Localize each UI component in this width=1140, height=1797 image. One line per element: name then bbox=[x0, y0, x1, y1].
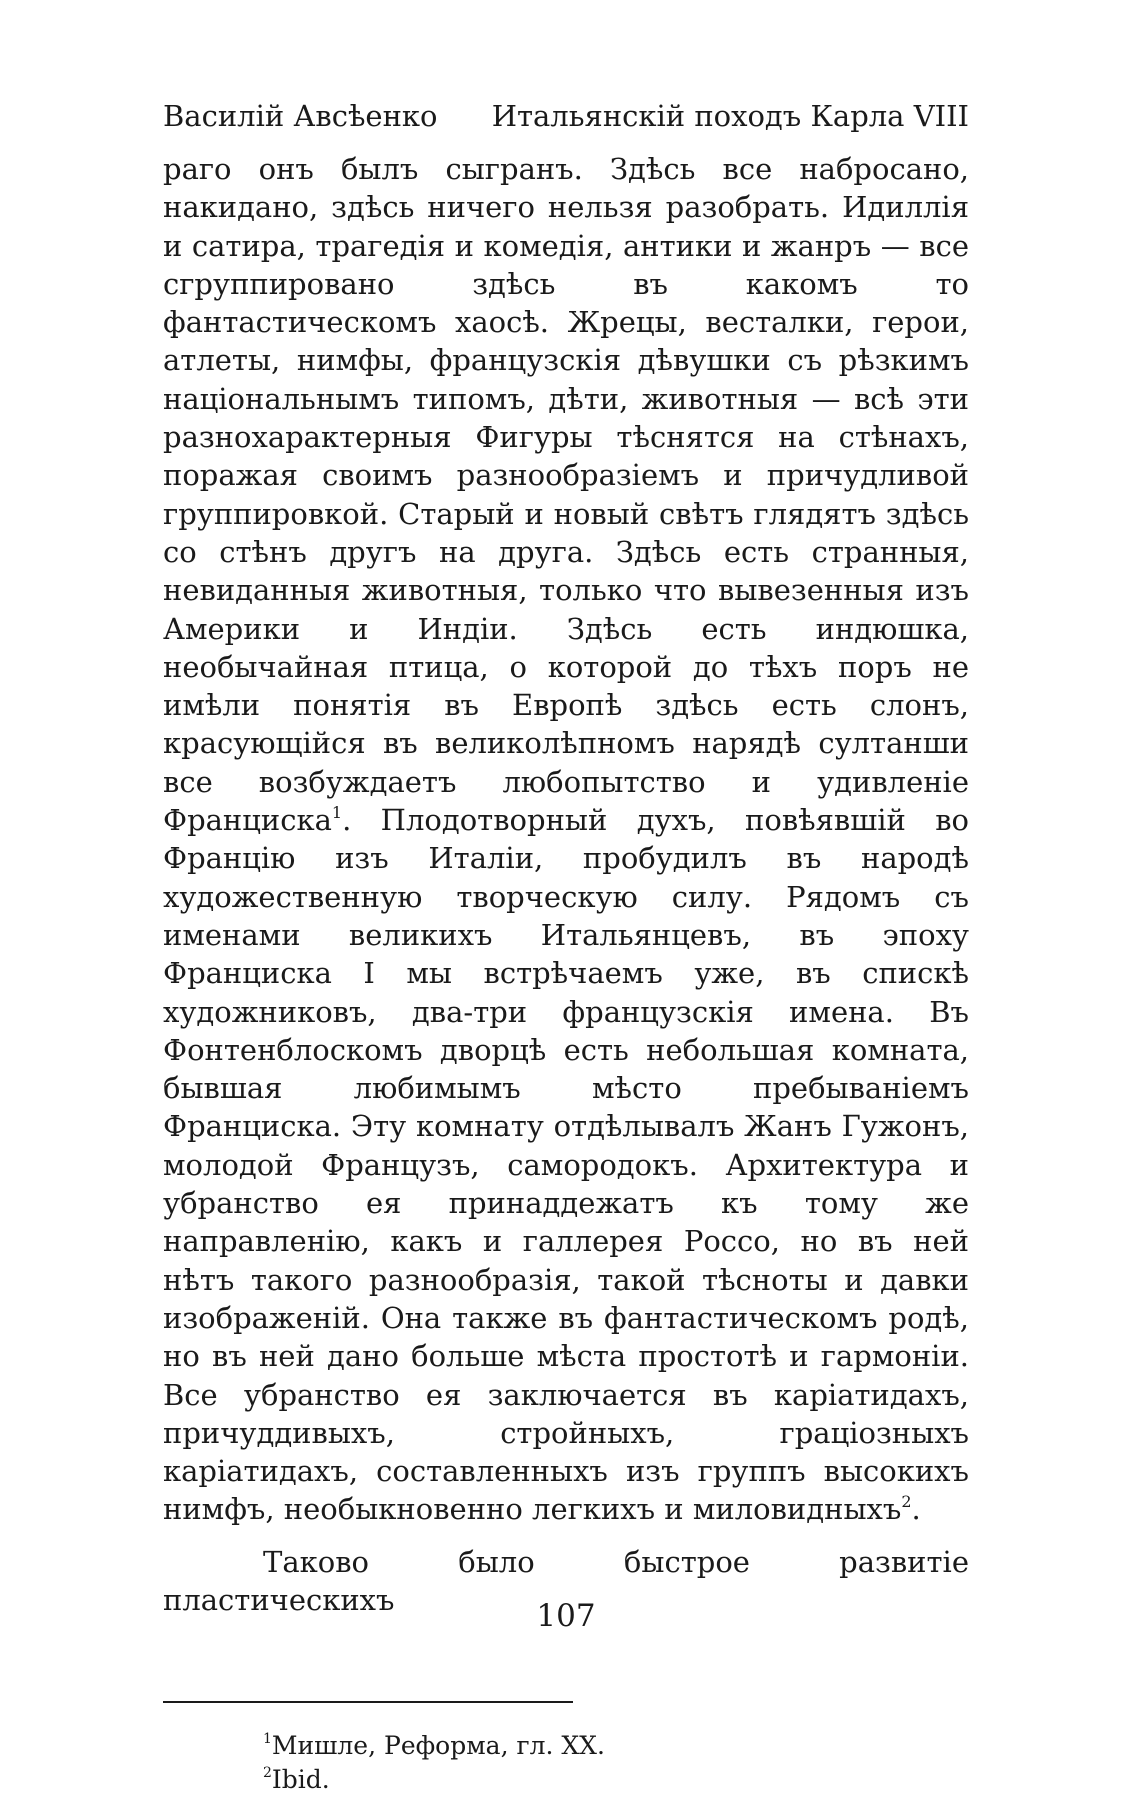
footnote-divider bbox=[163, 1701, 573, 1703]
header-author: Василій Авсѣенко bbox=[163, 99, 438, 133]
paragraph-2: Таково было быстрое развитіе пластическихъ bbox=[163, 1544, 969, 1617]
footnote-1-mark: 1 bbox=[263, 1731, 272, 1748]
footnote-1 bbox=[263, 1729, 969, 1763]
main-text bbox=[163, 150, 969, 1619]
footnote-2-mark: 2 bbox=[263, 1765, 272, 1782]
footnote-ref-2: 2 bbox=[901, 1492, 912, 1512]
paragraph-1-part-c: . bbox=[911, 1492, 921, 1527]
footnote-1-text: Мишле, Реформа, гл. XX. bbox=[271, 1731, 605, 1761]
footnote-2 bbox=[263, 1763, 969, 1797]
footnote-ref-1: 1 bbox=[331, 803, 343, 823]
paragraph-1-part-a: раго онъ былъ сыгранъ. Здѣсь все набросано, накидано, здѣсь ничего нельзя разобрать. Идиллія и сатира, трагедія и комедія, антики и жанръ — все сгруппировано здѣсь въ какомъ то фантастическомъ хаосѣ. Жрецы, весталки, герои, атлеты, нимфы, французскія дѣвушки съ рѣзкимъ національнымъ типомъ, дѣти, животныя — всѣ эти разнохарактерныя Фигуры тѣснятся на стѣнахъ, поражая своимъ разнообразіемъ и причудливой группировкой. Старый и новый свѣтъ глядятъ здѣсь со стѣнъ другъ на друга. Здѣсь есть странныя, невиданныя животныя, только что вывезенныя изъ Америки и Индіи. Здѣсь есть индюшка, необычайная птица, о которой до тѣхъ поръ не имѣли понятія въ Европѣ здѣсь есть слонъ, красующійся въ великолѣпномъ нарядѣ султанши все возбуждаетъ любопытство и удивленіе Франциска bbox=[163, 152, 969, 838]
running-header bbox=[163, 96, 969, 144]
header-title: Итальянскій походъ Карла VIII bbox=[491, 99, 969, 133]
paragraph-1-part-b: . Плодотворный духъ, повѣявшій во Францію изъ Италіи, пробудилъ въ народѣ художественную творческую силу. Рядомъ съ именами великихъ Итальянцевъ, въ эпоху Франциска I мы встрѣчаемъ уже, въ спискѣ художниковъ, два-три французскія имена. Въ Фонтенблоскомъ дворцѣ есть небольшая комната, бывшая любимымъ мѣсто пребываніемъ Франциска. Эту комнату отдѣлывалъ Жанъ Гужонъ, молодой Французъ, самородокъ. Архитектура и убранство ея принаддежатъ къ тому же направленію, какъ и галлерея Россо, но въ ней нѣтъ такого разнообразія, такой тѣсноты и давки изображеній. Она также въ фантастическомъ родѣ, но въ ней дано больше мѣста простотѣ и гармоніи. Все убранство ея заключается въ каріатидахъ, причуддивыхъ, стройныхъ, граціозныхъ каріатидахъ, составленныхъ изъ группъ высокихъ нимфъ, необыкновенно легкихъ и миловидныхъ bbox=[163, 803, 969, 1527]
paragraph-1 bbox=[163, 150, 969, 1529]
book-page bbox=[163, 96, 969, 1795]
footnotes bbox=[163, 1729, 969, 1797]
page-number: 107 bbox=[536, 1598, 596, 1634]
footnote-2-text: Ibid. bbox=[271, 1765, 330, 1795]
